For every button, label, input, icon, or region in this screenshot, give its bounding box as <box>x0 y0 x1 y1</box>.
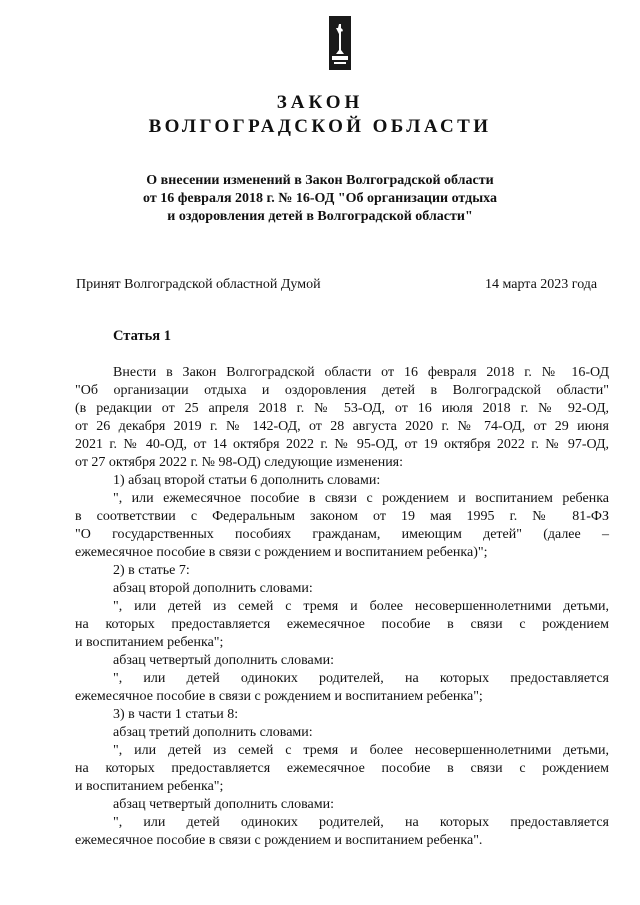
text-line: ", или детей одиноких родителей, на которых предоставляется <box>113 815 609 830</box>
coat-of-arms-icon <box>329 16 351 70</box>
text-line: абзац четвертый дополнить словами: <box>113 653 335 668</box>
text-line: 2) в статье 7: <box>113 563 190 578</box>
law-subtitle-line: и оздоровления детей в Волгоградской области" <box>167 209 473 224</box>
text-line: от 27 октября 2022 г. № 98-ОД) следующие изменения: <box>75 455 404 470</box>
text-line: абзац четвертый дополнить словами: <box>113 797 335 812</box>
text-line: от 26 декабря 2019 г. № 142-ОД, от 28 августа 2020 г. № 74-ОД, от 29 июня <box>75 419 609 434</box>
text-line: ежемесячное пособие в связи с рождением и воспитанием ребенка)"; <box>75 545 488 560</box>
text-line: ежемесячное пособие в связи с рождением и воспитанием ребенка". <box>75 833 483 848</box>
text-line: 3) в части 1 статьи 8: <box>113 707 239 722</box>
text-line: ", или детей из семей с тремя и более несовершеннолетними детьми, <box>113 743 609 758</box>
law-subtitle-line: от 16 февраля 2018 г. № 16-ОД "Об организации отдыха <box>143 191 497 206</box>
text-line: в соответствии с Федеральным законом от 19 мая 1995 г. № 81-ФЗ <box>75 509 609 524</box>
text-line: 2021 г. № 40-ОД, от 14 октября 2022 г. № 95-ОД, от 19 октября 2022 г. № 97-ОД, <box>75 437 609 452</box>
text-line: ежемесячное пособие в связи с рождением и воспитанием ребенка"; <box>75 689 483 704</box>
region-heading: ВОЛГОГРАДСКОЙ ОБЛАСТИ <box>148 116 492 137</box>
text-line: и воспитанием ребенка"; <box>75 779 224 794</box>
text-line: ", или детей одиноких родителей, на которых предоставляется <box>113 671 609 686</box>
law-heading: ЗАКОН <box>276 92 364 113</box>
adopted-by: Принят Волгоградской областной Думой <box>76 277 321 292</box>
text-line: 1) абзац второй статьи 6 дополнить словами: <box>113 473 381 488</box>
text-line: на которых предоставляется ежемесячное пособие в связи с рождением <box>75 617 609 632</box>
text-line: ", или детей из семей с тремя и более несовершеннолетними детьми, <box>113 599 609 614</box>
text-line: абзац третий дополнить словами: <box>113 725 313 740</box>
text-line: "О государственных пособиях гражданам, имеющим детей" (далее – <box>75 527 609 542</box>
text-line: на которых предоставляется ежемесячное пособие в связи с рождением <box>75 761 609 776</box>
text-line: "Об организации отдыха и оздоровления детей в Волгоградской области" <box>75 383 609 398</box>
text-line: и воспитанием ребенка"; <box>75 635 224 650</box>
article-title: Статья 1 <box>113 328 171 344</box>
text-line: (в редакции от 25 апреля 2018 г. № 53-ОД, от 16 июля 2018 г. № 92-ОД, <box>75 401 609 416</box>
text-line: абзац второй дополнить словами: <box>113 581 313 596</box>
text-line: ", или ежемесячное пособие в связи с рождением и воспитанием ребенка <box>113 491 609 506</box>
adoption-date: 14 марта 2023 года <box>485 277 598 292</box>
law-subtitle-line: О внесении изменений в Закон Волгоградской области <box>146 173 494 188</box>
text-line: Внести в Закон Волгоградской области от 16 февраля 2018 г. № 16-ОД <box>113 365 609 380</box>
